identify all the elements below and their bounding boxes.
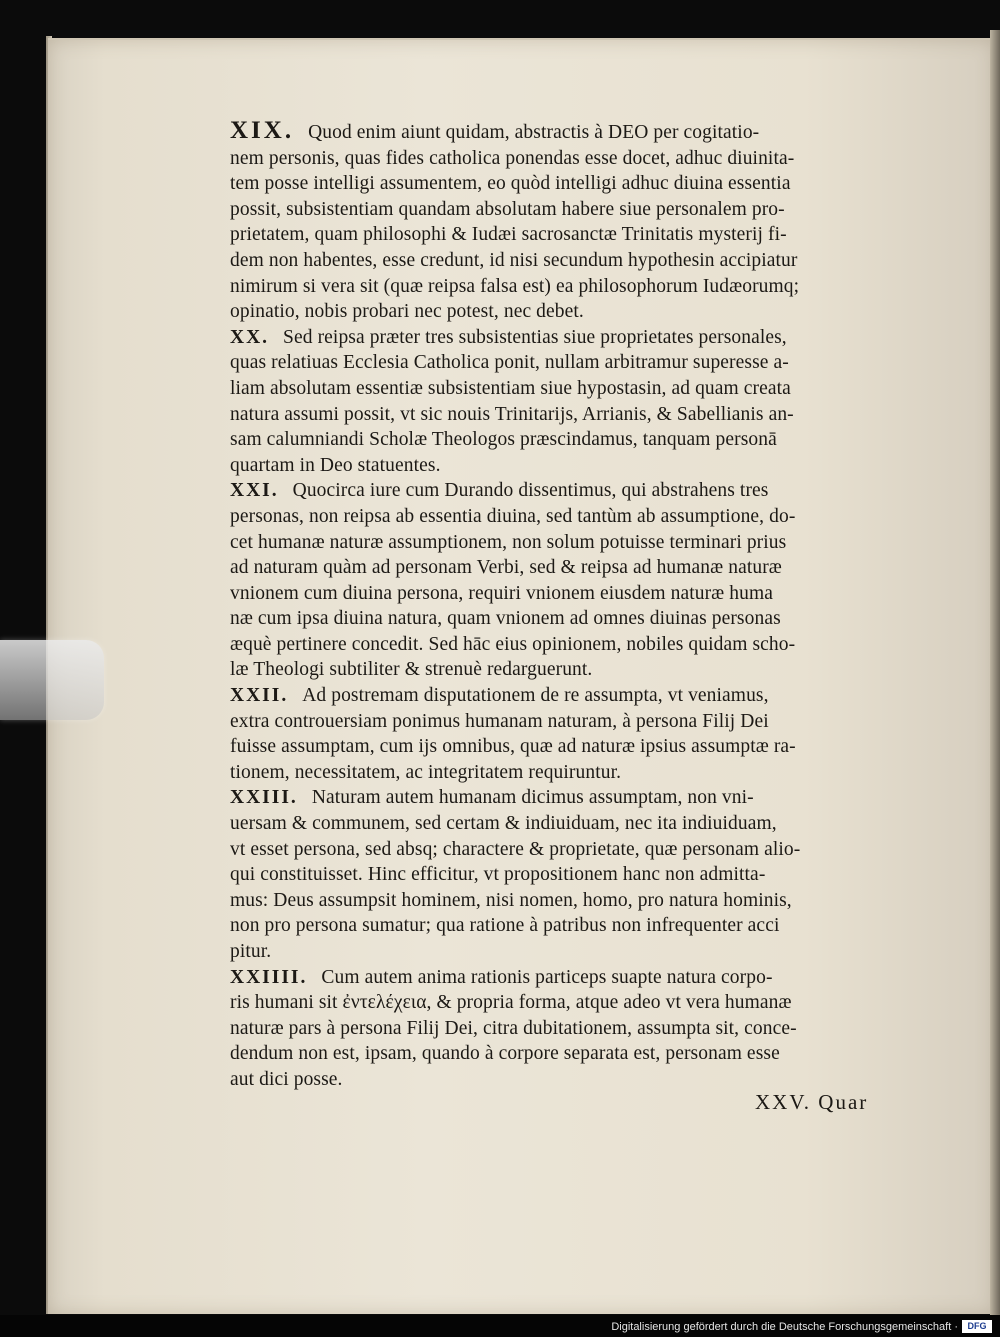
paragraph [230,785,910,964]
paragraph-number: XXII. [230,685,289,707]
text-line [230,760,910,786]
paragraph-number: XXIII. [230,787,298,809]
line-text: uersam & communem, sed certam & indiuiduam, nec ita indiuiduam, [230,813,777,835]
text-line [230,785,910,811]
line-text: vt esset persona, sed absq; charactere & proprietate, quæ personam alio- [230,838,801,860]
page-text [230,118,910,1093]
paragraph [230,118,910,325]
text-line [230,350,910,376]
line-text: vnionem cum diuina persona, requiri vnionem eiusdem naturæ huma [230,582,773,604]
line-text: sam calumniandi Scholæ Theologos præscindamus, tanquam personā [230,429,777,451]
line-text: Ad postremam disputationem de re assumpta, vt veniamus, [302,685,769,707]
line-text: Cum autem anima rationis particeps suapte natura corpo- [321,966,773,988]
paragraph-number: XXI. [230,480,279,502]
line-text: mus: Deus assumpsit hominem, nisi nomen, homo, pro natura hominis, [230,889,792,911]
text-line [230,709,910,735]
text-line [230,118,910,146]
footer-credit: Digitalisierung gefördert durch die Deutsche Forschungsgemeinschaft · [611,1321,958,1333]
line-text: aut dici posse. [230,1068,343,1090]
text-line [230,171,910,197]
line-text: naturæ pars à persona Filij Dei, citra dubitationem, assumpta sit, conce- [230,1017,797,1039]
text-line [230,427,910,453]
text-line [230,197,910,223]
line-text: tem posse intelligi assumentem, eo quòd intelligi adhuc diuina essentia [230,173,791,195]
line-text: pitur. [230,941,272,962]
line-text: qui constituisset. Hinc efficitur, vt propositionem hanc non admitta- [230,864,766,886]
line-text: dem non habentes, esse credunt, id nisi secundum hypothesin accipiatur [230,249,798,271]
text-line [230,504,910,530]
line-text: prietatem, quam philosophi & Iudæi sacrosanctæ Trinitatis mysterij fi- [230,224,787,246]
text-line [230,325,910,351]
paragraph [230,325,910,479]
text-line [230,402,910,428]
text-line [230,530,910,556]
line-text: tionem, necessitatem, ac integritatem requiruntur. [230,761,622,783]
line-text: ris humani sit ἐντελέχεια, & propria forma, atque adeo vt vera humanæ [230,992,792,1014]
text-line [230,862,910,888]
text-line [230,965,910,991]
paragraph-number: XXIIII. [230,966,308,988]
dfg-logo-icon: DFG [962,1320,992,1333]
paragraph-number: XIX. [230,117,295,144]
text-line [230,990,910,1016]
line-text: Quocirca iure cum Durando dissentimus, qui abstrahens tres [292,480,769,502]
line-text: liam absolutam essentiæ subsistentiam siue hypostasin, ad quam creata [230,377,791,399]
line-text: personas, non reipsa ab essentia diuina, sed tantùm ab assumptione, do- [230,505,796,527]
text-line [230,376,910,402]
line-text: æquè pertinere concedit. Sed hāc eius opinionem, nobiles quidam scho- [230,633,796,655]
text-line [230,811,910,837]
text-line [230,606,910,632]
line-text: Naturam autem humanam dicimus assumptam, non vni- [311,787,754,809]
paragraph-number: XX. [230,326,270,348]
text-line [230,1041,910,1067]
text-line [230,939,910,965]
text-line [230,248,910,274]
line-text: Quod enim aiunt quidam, abstractis à DEO per cogitatio- [308,122,760,143]
paragraph [230,683,910,785]
line-text: quartam in Deo statuentes. [230,454,441,476]
text-line [230,888,910,914]
line-text: cet humanæ naturæ assumptionem, non solum potuisse terminari prius [230,531,787,553]
line-text: opinatio, nobis probari nec potest, nec debet. [230,301,584,323]
page-right-edge [990,30,1000,1320]
text-line [230,632,910,658]
line-text: possit, subsistentiam quandam absolutam habere siue personalem pro- [230,198,785,220]
paragraph [230,478,910,683]
line-text: næ cum ipsa diuina natura, quam vnionem ad omnes diuinas personas [230,608,781,630]
line-text: natura assumi possit, vt sic nouis Trinitarijs, Arrianis, & Sabellianis an- [230,403,794,425]
line-text: nimirum si vera sit (quæ reipsa falsa est) ea philosophorum Iudæorumq; [230,275,800,297]
line-text: non pro persona sumatur; qua ratione à patribus non infrequenter acci [230,915,780,937]
text-line [230,453,910,479]
catchword: XXV. Quar [755,1090,869,1114]
footer-bar [0,1315,1000,1337]
line-text: læ Theologi subtiliter & strenuè redarguerunt. [230,659,593,681]
paragraph [230,965,910,1093]
text-line [230,734,910,760]
text-line [230,657,910,683]
text-line [230,274,910,300]
scanner-tab [0,640,104,720]
text-line [230,837,910,863]
line-text: fuisse assumptam, cum ijs omnibus, quæ ad naturæ ipsius assumptæ ra- [230,736,796,758]
text-line [230,478,910,504]
text-line [230,1067,910,1093]
line-text: Sed reipsa præter tres subsistentias siue proprietates personales, [283,326,787,348]
line-text: dendum non est, ipsam, quando à corpore separata est, personam esse [230,1043,780,1065]
text-line [230,581,910,607]
line-text: nem personis, quas fides catholica ponendas esse docet, adhuc diuinita- [230,147,795,169]
text-line [230,222,910,248]
text-line [230,299,910,325]
text-line [230,555,910,581]
text-line [230,683,910,709]
line-text: extra controuersiam ponimus humanam naturam, à persona Filij Dei [230,710,769,732]
text-line [230,913,910,939]
text-line [230,1016,910,1042]
line-text: ad naturam quàm ad personam Verbi, sed & reipsa ad humanæ naturæ [230,557,782,579]
text-line [230,146,910,172]
line-text: quas relatiuas Ecclesia Catholica ponit, nullam arbitramur superesse a- [230,352,789,374]
